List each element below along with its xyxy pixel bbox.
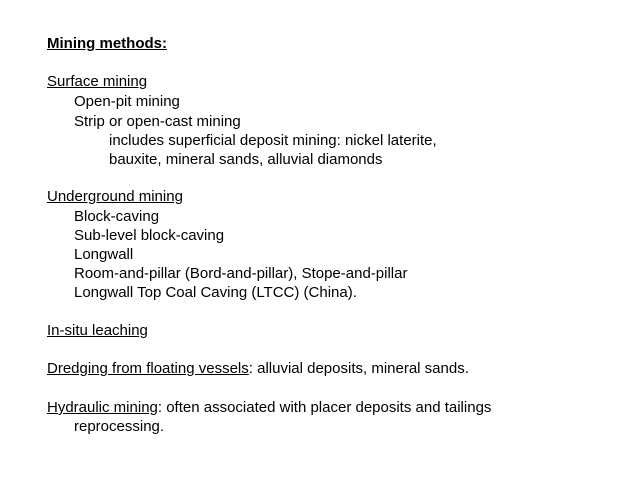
surface-note-line1: includes superficial deposit mining: nickel laterite, [109, 132, 437, 149]
in-situ-heading: In-situ leaching [47, 322, 148, 339]
surface-item-open-pit: Open-pit mining [74, 93, 180, 110]
underground-item-block-caving: Block-caving [74, 208, 160, 225]
hydraulic-line [47, 398, 491, 418]
dredging-heading: Dredging from floating vessels [47, 360, 249, 377]
hydraulic-text-line2: reprocessing. [74, 418, 165, 435]
hydraulic-heading: Hydraulic mining [47, 399, 158, 416]
surface-mining-heading: Surface mining [47, 73, 148, 90]
underground-item-sub-level: Sub-level block-caving [74, 227, 225, 244]
surface-item-strip: Strip or open-cast mining [74, 113, 241, 130]
underground-item-ltcc: Longwall Top Coal Caving (LTCC) (China). [74, 284, 357, 301]
underground-item-room-and-pillar: Room-and-pillar (Bord-and-pillar), Stope-and-pillar [74, 265, 408, 282]
underground-item-longwall: Longwall [74, 246, 134, 263]
hydraulic-text: : often associated with placer deposits and tailings [157, 399, 492, 416]
underground-mining-heading: Underground mining [47, 188, 183, 205]
dredging-text: : alluvial deposits, mineral sands. [248, 360, 469, 377]
dredging-line [47, 359, 469, 379]
slide-title: Mining methods: [47, 35, 167, 52]
surface-note-line2: bauxite, mineral sands, alluvial diamonds [109, 151, 383, 168]
